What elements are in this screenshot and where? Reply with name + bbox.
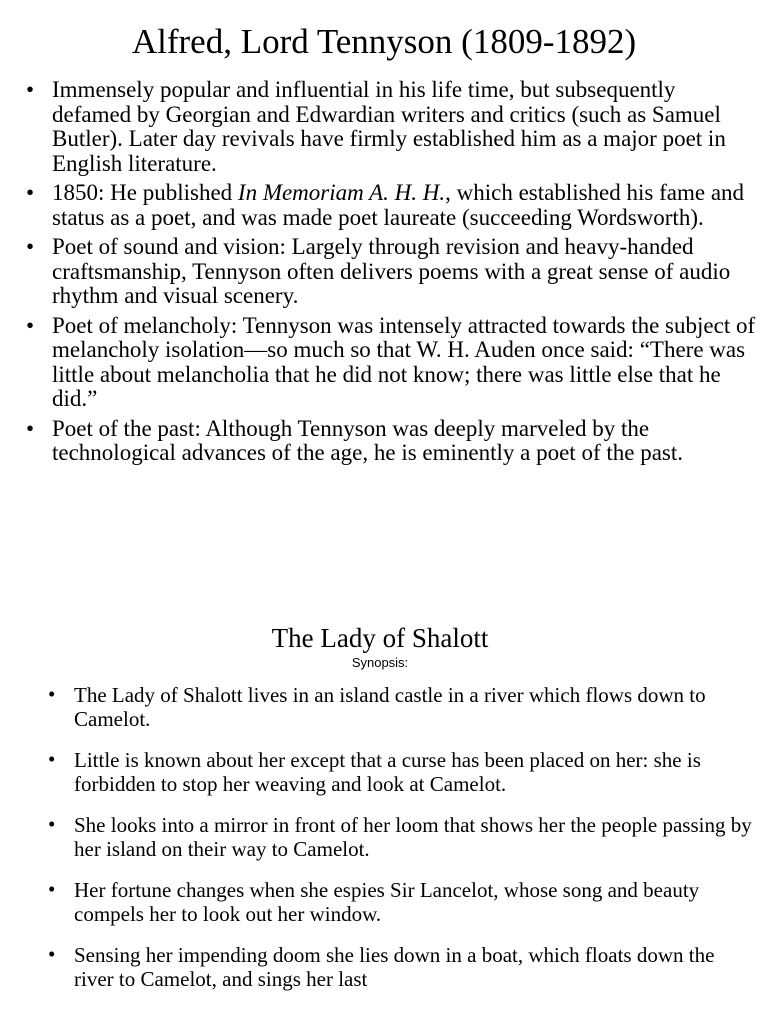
list-item-text: Poet of melancholy: Tennyson was intensely attracted towards the subject of melancholy isolation—so much so that W. H. Auden once said: “There was little about melancholia that he did not know; there was little else that he did.” xyxy=(52,312,756,411)
list-item xyxy=(0,814,768,861)
synopsis-bullet-list xyxy=(0,684,768,1009)
bullet-icon: • xyxy=(26,234,35,259)
list-item-text: Poet of sound and vision: Largely through revision and heavy-handed craftsmanship, Tennyson often delivers poems with a great sense of audio rhythm and visual scenery. xyxy=(52,234,731,308)
list-item xyxy=(0,78,768,176)
bullet-icon: • xyxy=(26,415,35,441)
list-item-text: The Lady of Shalott lives in an island castle in a river which flows down to Camelot. xyxy=(74,683,706,731)
list-item xyxy=(0,314,768,412)
bullet-icon: • xyxy=(48,877,56,901)
bullet-icon: • xyxy=(48,812,56,836)
tennyson-bullet-list xyxy=(0,78,768,471)
list-item-text: Immensely popular and influential in his life time, but subsequently defamed by Georgian and Edwardian writers and critics (such as Samuel Butler). Later day revivals have firmly established him as a major poet in English literature. xyxy=(52,77,726,176)
list-item-text: Sensing her impending doom she lies down in a boat, which floats down the river to Camelot, and sings her last xyxy=(74,943,715,991)
list-item xyxy=(0,181,768,230)
list-item-text: She looks into a mirror in front of her loom that shows her the people passing by her island on their way to Camelot. xyxy=(74,813,752,861)
list-item-text: 1850: He published xyxy=(52,180,238,205)
bullet-icon: • xyxy=(26,312,35,338)
list-item xyxy=(0,944,768,991)
list-item-text: Poet of the past: Although Tennyson was deeply marveled by the technological advances of the age, he is eminently a poet of the past. xyxy=(52,415,683,465)
list-item-text: Her fortune changes when she espies Sir Lancelot, whose song and beauty compels her to look out her window. xyxy=(74,878,700,926)
bullet-icon: • xyxy=(48,682,56,706)
slide-title: Alfred, Lord Tennyson (1809-1892) xyxy=(131,22,637,61)
section-subtitle: Synopsis: xyxy=(351,655,409,670)
list-item xyxy=(0,749,768,796)
bullet-icon: • xyxy=(48,942,56,966)
poem-title: In Memoriam A. H. H. xyxy=(237,180,446,205)
bullet-icon: • xyxy=(26,77,35,102)
list-item-text: , which established his fame and status as a poet, and was made poet laureate (succeeding Wordsworth). xyxy=(52,180,745,230)
section-title: The Lady of Shalott xyxy=(271,623,489,653)
list-item xyxy=(0,879,768,926)
bullet-icon: • xyxy=(26,180,35,205)
list-item-text: Little is known about her except that a curse has been placed on her: she is forbidden to stop her weaving and look at Camelot. xyxy=(74,748,701,796)
list-item xyxy=(0,417,768,466)
list-item xyxy=(0,684,768,731)
bullet-icon: • xyxy=(48,747,56,771)
list-item xyxy=(0,235,768,309)
